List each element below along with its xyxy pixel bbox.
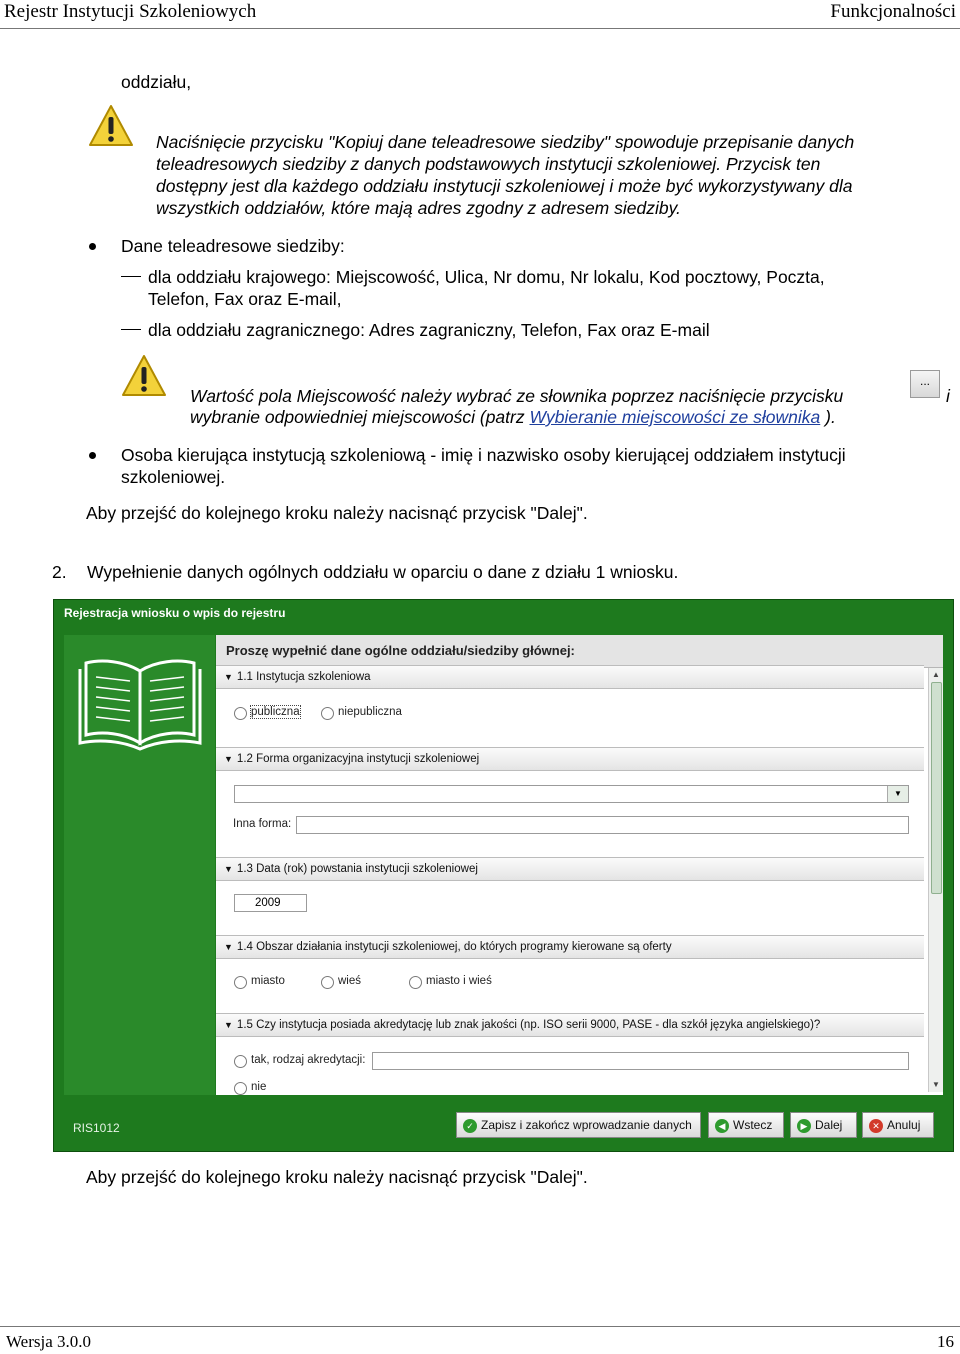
- section-label: 1.1 Instytucja szkoleniowa: [236, 671, 371, 683]
- next-step-text: Aby przejść do kolejnego kroku należy nacisnąć przycisk "Dalej".: [86, 1167, 588, 1187]
- save-and-finish-button[interactable]: [456, 1112, 701, 1138]
- collapse-triangle-icon: ▼: [224, 754, 233, 764]
- radio-tak[interactable]: [234, 1055, 247, 1068]
- radio-label: nie: [251, 1081, 267, 1093]
- footer-divider: [0, 1326, 960, 1327]
- dash: [121, 276, 141, 277]
- continued-text: oddziału,: [121, 72, 192, 92]
- note-line: Wartość pola Miejscowość należy wybrać ze słownika poprzez naciśnięcie przycisku: [190, 386, 844, 406]
- document-title: Rejestr Instytucji Szkoleniowych: [4, 1, 257, 22]
- arrow-left-icon: ◀: [715, 1119, 729, 1133]
- bullet-text: Dane teleadresowe siedziby:: [121, 236, 345, 256]
- dash-text: [148, 266, 825, 310]
- note-line: wszystkich oddziałów, które mają adres zgodny z adresem siedziby.: [156, 198, 681, 218]
- note-line: i: [946, 386, 950, 406]
- radio-label: publiczna: [251, 706, 300, 718]
- dictionary-button-sample: ...: [910, 370, 940, 398]
- section-1-5[interactable]: [216, 1013, 924, 1037]
- scrollbar[interactable]: [928, 668, 943, 1092]
- radio-publiczna[interactable]: [234, 707, 247, 720]
- section-1-1[interactable]: [216, 665, 924, 689]
- section-1-2[interactable]: [216, 747, 924, 771]
- close-icon: ✕: [869, 1119, 883, 1133]
- note-line: [190, 406, 836, 428]
- page-number: 16: [937, 1332, 954, 1351]
- other-form-input[interactable]: [296, 816, 909, 834]
- scroll-thumb[interactable]: [931, 682, 942, 894]
- book-icon: [76, 643, 204, 755]
- radio-label: tak, rodzaj akredytacji:: [251, 1054, 366, 1066]
- warning-icon: [88, 103, 134, 149]
- button-label: Zapisz i zakończ wprowadzanie danych: [481, 1118, 692, 1132]
- section-label: 1.2 Forma organizacyjna instytucji szkoleniowej: [236, 753, 480, 765]
- year-input[interactable]: 2009: [234, 894, 307, 912]
- collapse-triangle-icon: ▼: [224, 672, 233, 682]
- collapse-triangle-icon: ▼: [224, 942, 233, 952]
- radio-label: wieś: [338, 975, 362, 987]
- other-form-label: Inna forma:: [233, 818, 292, 830]
- bullet: [89, 243, 96, 250]
- button-label: Wstecz: [733, 1118, 773, 1132]
- note-line: Naciśnięcie przycisku "Kopiuj dane teleadresowe siedziby" spowoduje przepisanie danych: [156, 132, 855, 152]
- section-label: 1.3 Data (rok) powstania instytucji szkoleniowej: [236, 863, 478, 875]
- window-title: Rejestracja wniosku o wpis do rejestru: [64, 606, 286, 620]
- section-1-4[interactable]: [216, 935, 924, 959]
- back-button[interactable]: [708, 1112, 784, 1138]
- sidebar: [64, 635, 215, 1095]
- radio-label: niepubliczna: [338, 706, 402, 718]
- button-label: Anuluj: [887, 1118, 921, 1132]
- dash-text: dla oddziału zagranicznego: Adres zagraniczny, Telefon, Fax oraz E-mail: [148, 320, 710, 340]
- dash-line: Telefon, Fax oraz E-mail,: [148, 289, 342, 309]
- link-choose-city[interactable]: Wybieranie miejscowości ze słownika: [529, 407, 821, 427]
- panel-title: Proszę wypełnić dane ogólne oddziału/siedziby głównej:: [216, 635, 943, 668]
- step-heading: Wypełnienie danych ogólnych oddziału w oparciu o dane z działu 1 wniosku.: [87, 562, 679, 582]
- radio-nie[interactable]: [234, 1082, 247, 1095]
- collapse-triangle-icon: ▼: [224, 1020, 233, 1030]
- radio-miasto-i-wies[interactable]: [409, 976, 422, 989]
- section-title: Funkcjonalności: [830, 1, 956, 22]
- bullet-line: Osoba kierująca instytucją szkoleniową - imię i nazwisko osoby kierującej oddziałem instytucji: [121, 445, 846, 465]
- next-button[interactable]: [790, 1112, 857, 1138]
- next-step-text: Aby przejść do kolejnego kroku należy nacisnąć przycisk "Dalej".: [86, 503, 588, 523]
- note-line: dostępny jest dla każdego oddziału instytucji szkoleniowej i może być wykorzystywany dla: [156, 176, 853, 196]
- scroll-down-icon[interactable]: ▼: [932, 1080, 940, 1089]
- page-header: [0, 0, 960, 29]
- version-label: Wersja 3.0.0: [6, 1332, 92, 1351]
- bullet-line: szkoleniowej.: [121, 467, 226, 487]
- button-label: Dalej: [815, 1118, 843, 1132]
- check-icon: ✓: [463, 1119, 477, 1133]
- note-line: teleadresowych siedziby z danych podstawowych instytucji szkoleniowej. Przycisk ten: [156, 154, 821, 174]
- radio-label: miasto: [251, 975, 285, 987]
- collapse-triangle-icon: ▼: [224, 864, 233, 874]
- dash: [121, 329, 141, 330]
- warning-icon: [121, 353, 167, 399]
- section-label: 1.5 Czy instytucja posiada akredytację lub znak jakości (np. ISO serii 9000, PASE - dla szkół języka angielskiego)?: [236, 1019, 821, 1031]
- screen-code: RIS1012: [73, 1121, 120, 1135]
- cancel-button[interactable]: [862, 1112, 934, 1138]
- note-copy-address: [156, 131, 854, 219]
- radio-miasto[interactable]: [234, 976, 247, 989]
- note-text: ).: [825, 407, 836, 427]
- bullet: [89, 452, 96, 459]
- note-text: wybranie odpowiedniej miejscowości (patrz: [190, 407, 525, 427]
- radio-niepubliczna[interactable]: [321, 707, 334, 720]
- form-select[interactable]: [234, 785, 909, 803]
- section-label: 1.4 Obszar działania instytucji szkoleniowej, do których programy kierowane są oferty: [236, 941, 672, 953]
- accreditation-input[interactable]: [372, 1052, 909, 1070]
- dash-line: dla oddziału krajowego: Miejscowość, Ulica, Nr domu, Nr lokalu, Kod pocztowy, Poczta,: [148, 267, 825, 287]
- app-window: [53, 599, 954, 1152]
- chevron-down-icon[interactable]: ▼: [887, 786, 908, 802]
- radio-wies[interactable]: [321, 976, 334, 989]
- radio-label: miasto i wieś: [426, 975, 492, 987]
- arrow-right-icon: ▶: [797, 1119, 811, 1133]
- section-1-3[interactable]: [216, 857, 924, 881]
- step-number: 2.: [52, 562, 67, 582]
- form-panel: [216, 635, 943, 1095]
- scroll-up-icon[interactable]: ▲: [932, 670, 940, 679]
- bullet-text: [121, 444, 846, 488]
